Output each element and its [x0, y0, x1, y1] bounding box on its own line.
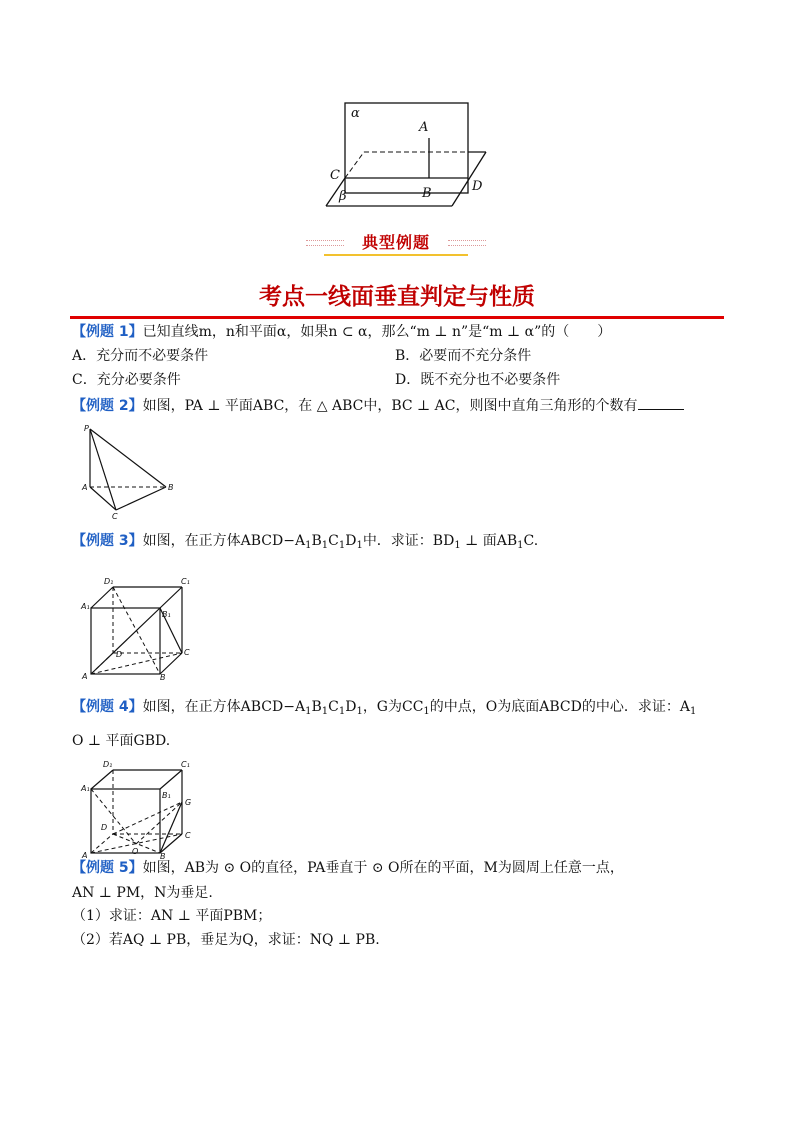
stem-part: C — [328, 533, 339, 549]
section-heading — [304, 228, 488, 256]
subscript: 1 — [689, 706, 697, 717]
stem-part: 如图，在正方体ABCD−A — [142, 699, 306, 715]
subscript: 1 — [454, 540, 461, 551]
label-b1: B₁ — [162, 610, 171, 619]
subscript: 1 — [338, 706, 346, 717]
label-c: C — [185, 831, 191, 840]
subscript: 1 — [305, 706, 312, 717]
stem-part: C. — [523, 533, 539, 549]
example-5-question-2: （2）若AQ ⊥ PB，垂足为Q，求证：NQ ⊥ PB. — [72, 932, 380, 948]
example-2-text: 如图，PA ⊥ 平面ABC，在 △ ABC中，BC ⊥ AC，则图中直角三角形的个数有 — [142, 398, 638, 414]
label-b: B — [160, 852, 166, 860]
stem-part: 的中点，O为底面ABCD的中心．求证：A — [429, 699, 690, 715]
figure-cube-1 — [78, 573, 193, 681]
subscript: 1 — [356, 706, 363, 717]
example-3-stem — [72, 531, 538, 551]
label-beta: β — [339, 189, 347, 204]
label-b: B — [168, 483, 174, 492]
subscript: 1 — [517, 540, 524, 551]
stem-part: ，G为CC — [362, 699, 424, 715]
example-5-stem-line2: AN ⊥ PM，N为垂足. — [72, 885, 213, 901]
example-5-tag: 【例题 5】 — [72, 860, 143, 876]
stem-part: ⊥ 面AB — [460, 533, 518, 549]
label-c: C — [112, 512, 118, 520]
example-5-question-1: （1）求证：AN ⊥ 平面PBM； — [72, 908, 272, 924]
example-1-text: 已知直线m，n和平面α，如果n ⊂ α，那么“m ⊥ n”是“m ⊥ α”的（ ） — [142, 324, 612, 340]
answer-blank — [638, 395, 684, 410]
example-2-tag: 【例题 2】 — [72, 398, 143, 414]
example-1-tag: 【例题 1】 — [72, 324, 143, 340]
option-d: D．既不充分也不必要条件 — [395, 372, 561, 388]
section-heading-text: 典型例题 — [361, 233, 430, 252]
topic-rule — [70, 316, 724, 319]
heading-decoration-right — [448, 240, 486, 246]
label-a: A — [82, 672, 88, 681]
label-d1: D₁ — [104, 577, 114, 586]
option-a: A．充分而不必要条件 — [72, 348, 209, 364]
example-2-stem — [72, 395, 684, 416]
subscript: 1 — [321, 706, 329, 717]
figure-planes — [320, 100, 495, 212]
topic-title: 考点一线面垂直判定与性质 — [259, 284, 535, 310]
stem-part: B — [311, 533, 322, 549]
stem-part: 中．求证：BD — [362, 533, 455, 549]
label-c: C — [184, 648, 190, 657]
stem-part: C — [328, 699, 339, 715]
heading-underline — [324, 254, 468, 256]
example-1-stem — [72, 322, 611, 342]
example-5-text: 如图，AB为 ⊙ O的直径，PA垂直于 ⊙ O所在的平面，M为圆周上任意一点， — [142, 860, 624, 876]
label-b: B — [160, 673, 166, 681]
label-b: B — [422, 186, 432, 201]
stem-part: 如图，在正方体ABCD−A — [142, 533, 306, 549]
example-4-stem-line2: O ⊥ 平面GBD. — [72, 733, 171, 749]
stem-part: D — [345, 699, 357, 715]
option-b: B．必要而不充分条件 — [395, 348, 532, 364]
stem-part: B — [311, 699, 322, 715]
subscript: 1 — [356, 540, 363, 551]
figure-cube-2 — [78, 758, 193, 860]
figure-tetrahedron — [80, 420, 180, 520]
example-4-stem — [72, 697, 696, 717]
subscript: 1 — [338, 540, 346, 551]
label-c: C — [330, 168, 340, 183]
stem-part: D — [345, 533, 357, 549]
label-g: G — [185, 798, 192, 807]
subscript: 1 — [305, 540, 312, 551]
example-4-tag: 【例题 4】 — [72, 699, 143, 715]
label-b1: B₁ — [162, 791, 171, 800]
option-c: C．充分必要条件 — [72, 372, 181, 388]
label-alpha: α — [351, 106, 360, 121]
subscript: 1 — [321, 540, 329, 551]
label-c1: C₁ — [181, 760, 190, 769]
label-a: A — [82, 851, 88, 860]
example-3-tag: 【例题 3】 — [72, 533, 143, 549]
label-d: D — [472, 179, 483, 194]
label-o: O — [132, 847, 139, 856]
subscript: 1 — [423, 706, 430, 717]
label-a1: A₁ — [81, 784, 90, 793]
heading-decoration-left — [306, 240, 344, 246]
label-a1: A₁ — [81, 602, 90, 611]
example-5-stem — [72, 858, 624, 878]
label-d: D — [116, 650, 123, 659]
label-a: A — [419, 120, 429, 135]
label-d: D — [101, 823, 108, 832]
label-c1: C₁ — [181, 577, 190, 586]
label-d1: D₁ — [103, 760, 113, 769]
label-a: A — [82, 483, 88, 492]
label-p: P — [84, 424, 89, 433]
